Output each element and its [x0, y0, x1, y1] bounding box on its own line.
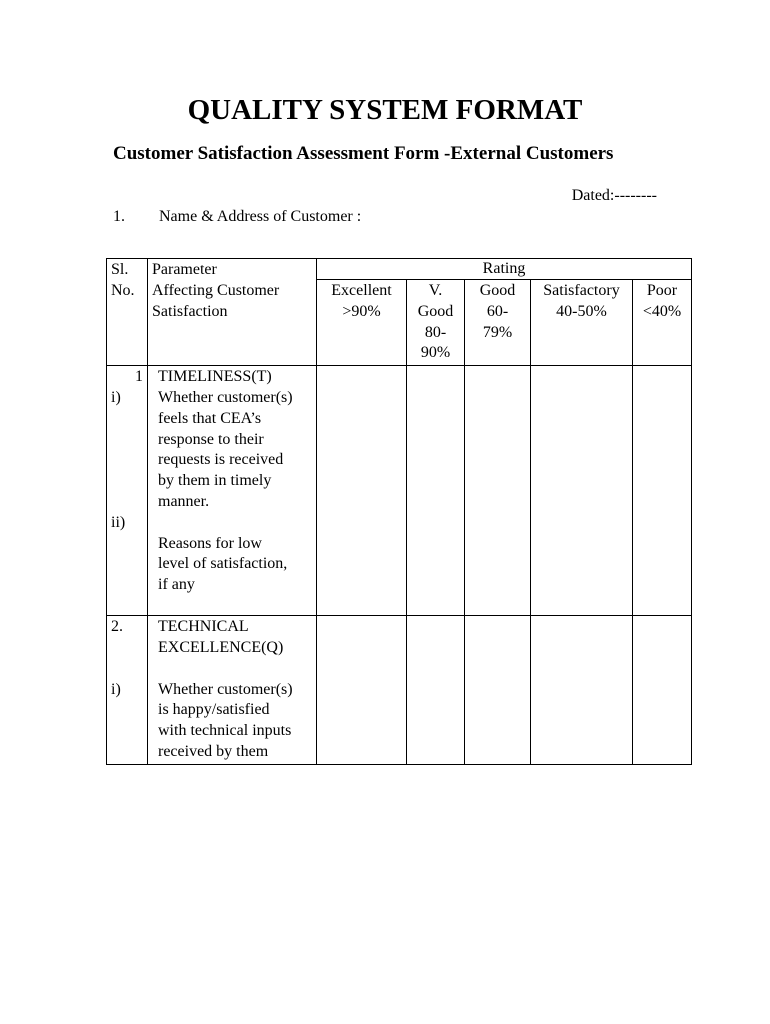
- rating-cell[interactable]: [633, 616, 692, 765]
- table-header-row: [107, 259, 692, 280]
- table-row: [107, 366, 692, 616]
- row2-sl-cell: [107, 616, 148, 765]
- row2-number: 2.: [111, 618, 123, 636]
- header-rating: Rating: [317, 259, 692, 280]
- rating-cell[interactable]: [407, 616, 465, 765]
- row2-param-happy: Whether customer(s) is happy/satisfied with technical inputs received by them: [158, 680, 293, 760]
- assessment-table: [106, 258, 692, 765]
- rating-cell[interactable]: [317, 616, 407, 765]
- customer-name-address-line: [113, 207, 361, 227]
- row1-param-cell: [148, 366, 317, 616]
- row1-sub-ii: ii): [111, 513, 126, 531]
- rating-very-good: V. Good 80- 90%: [407, 280, 465, 366]
- rating-good: Good 60- 79%: [465, 280, 531, 366]
- header-parameter: Parameter Affecting Customer Satisfaction: [148, 259, 317, 366]
- rating-poor: Poor <40%: [633, 280, 692, 366]
- row1-sl-cell: [107, 366, 148, 616]
- row1-sub-i: i): [111, 388, 121, 406]
- row2-param-cell: [148, 616, 317, 765]
- rating-cell[interactable]: [317, 366, 407, 616]
- item-label: Name & Address of Customer :: [159, 208, 362, 225]
- row1-param-reasons: Reasons for low level of satisfaction, if any: [158, 534, 288, 594]
- rating-cell[interactable]: [633, 366, 692, 616]
- rating-cell[interactable]: [465, 616, 531, 765]
- rating-cell[interactable]: [407, 366, 465, 616]
- rating-satisfactory: Satisfactory 40-50%: [531, 280, 633, 366]
- rating-cell[interactable]: [465, 366, 531, 616]
- page-title: QUALITY SYSTEM FORMAT: [187, 94, 583, 126]
- row2-sub-i: i): [111, 680, 121, 698]
- rating-excellent: Excellent >90%: [317, 280, 407, 366]
- item-number: 1.: [113, 208, 125, 225]
- dated-field: Dated:--------: [571, 187, 657, 204]
- header-sl-no: Sl. No.: [107, 259, 148, 366]
- table-row: [107, 616, 692, 765]
- form-subtitle: Customer Satisfaction Assessment Form -External Customers: [113, 143, 614, 164]
- row2-param-technical: TECHNICAL EXCELLENCE(Q): [158, 618, 284, 656]
- rating-cell[interactable]: [531, 616, 633, 765]
- row1-number: 1: [135, 368, 143, 386]
- rating-cell[interactable]: [531, 366, 633, 616]
- row1-param-timeliness: TIMELINESS(T) Whether customer(s) feels that CEA’s response to their requests is received by them in timely manner.: [158, 368, 293, 510]
